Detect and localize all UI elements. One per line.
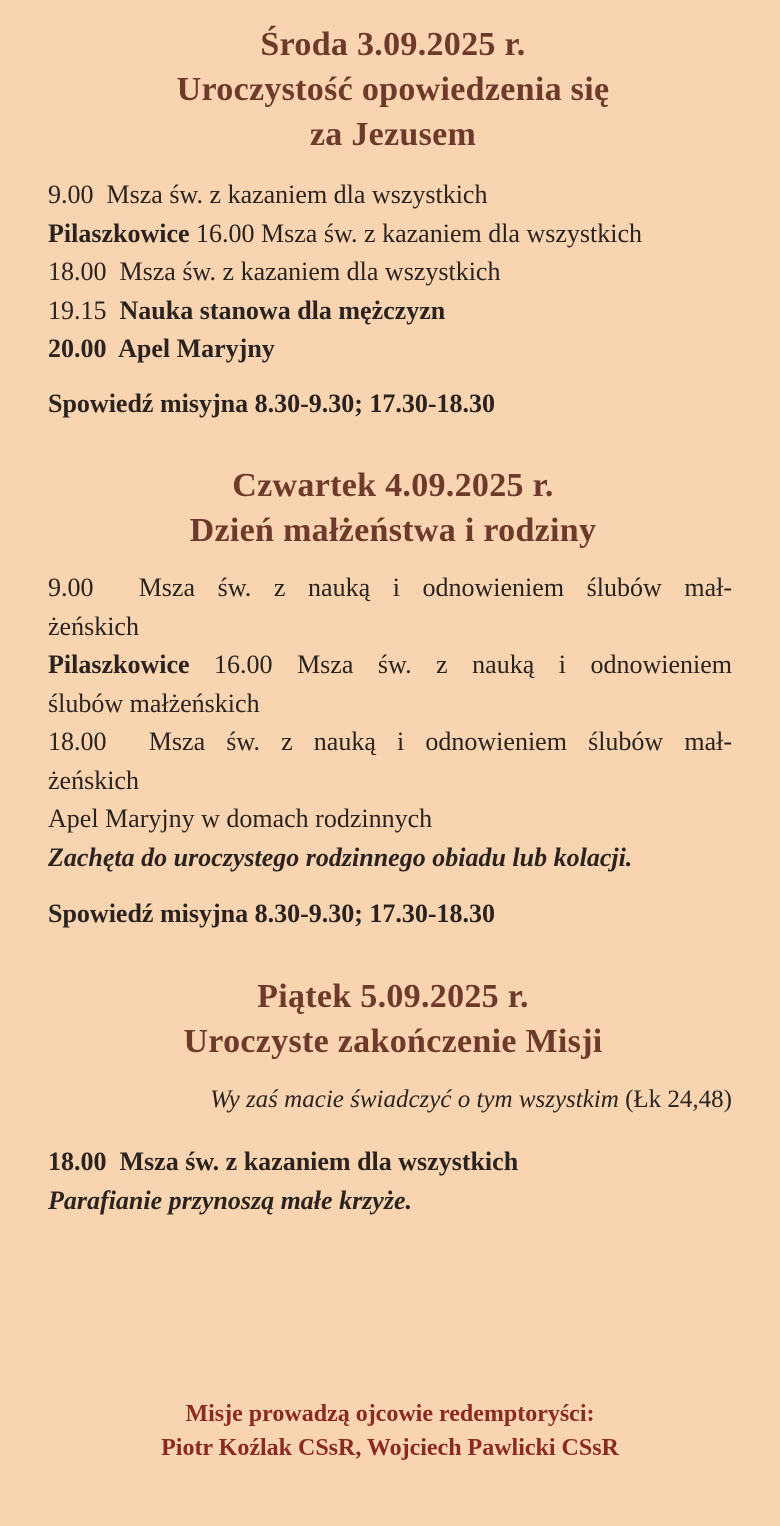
schedule-item bbox=[48, 646, 732, 685]
schedule-text: Msza św. z nauką i odnowieniem bbox=[297, 650, 733, 679]
day-subtitle-cont: za Jezusem bbox=[309, 116, 477, 153]
day-section-thursday bbox=[48, 463, 738, 553]
schedule-thursday bbox=[48, 569, 732, 934]
scripture-quote bbox=[48, 1082, 734, 1118]
schedule-item bbox=[48, 176, 738, 215]
day-title: Czwartek 4.09.2025 r. bbox=[232, 467, 554, 504]
schedule-text: Msza św. z kazaniem dla wszystkich bbox=[119, 1147, 519, 1176]
schedule-apel: Apel Maryjny w domach rodzinnych bbox=[48, 804, 433, 833]
day-subtitle: Uroczystość opowiedzenia się bbox=[176, 71, 610, 108]
schedule-note: Parafianie przynoszą małe krzyże. bbox=[48, 1185, 412, 1215]
quote-reference: (Łk 24,48) bbox=[625, 1086, 732, 1113]
schedule-time: 9.00 bbox=[48, 180, 94, 209]
schedule-text: Msza św. z kazaniem dla wszystkich bbox=[261, 218, 643, 248]
schedule-text: Apel Maryjny bbox=[118, 334, 275, 363]
schedule-text: Msza św. z nauką i odnowieniem ślubów mał- bbox=[148, 727, 732, 756]
schedule-time: 18.00 bbox=[48, 257, 107, 286]
schedule-item-cont: ślubów małżeńskich bbox=[48, 688, 260, 718]
day-section-friday bbox=[48, 974, 738, 1064]
schedule-item bbox=[48, 1143, 738, 1182]
schedule-time: 9.00 bbox=[48, 573, 94, 602]
schedule-place: Pilaszkowice bbox=[48, 218, 190, 248]
day-section-wednesday bbox=[48, 22, 738, 157]
schedule-time: 18.00 bbox=[48, 727, 107, 756]
footer-line-1: Misje prowadzą ojcowie redemptoryści: bbox=[185, 1401, 595, 1427]
schedule-item bbox=[48, 292, 738, 331]
schedule-item bbox=[48, 215, 738, 254]
schedule-text: Nauka stanowa dla mężczyzn bbox=[119, 295, 446, 325]
schedule-time: 20.00 bbox=[48, 334, 107, 363]
day-subtitle: Uroczyste zakończenie Misji bbox=[183, 1023, 603, 1060]
schedule-time: 16.00 bbox=[214, 650, 273, 679]
schedule-text: Msza św. z kazaniem dla wszystkich bbox=[119, 257, 501, 286]
day-subtitle: Dzień małżeństwa i rodziny bbox=[189, 512, 597, 549]
schedule-time: 19.15 bbox=[48, 295, 107, 325]
confession-hours: Spowiedź misyjna 8.30-9.30; 17.30-18.30 bbox=[48, 899, 496, 928]
schedule-item-cont: żeńskich bbox=[48, 765, 139, 795]
day-title: Środa 3.09.2025 r. bbox=[260, 26, 526, 63]
schedule-time: 18.00 bbox=[48, 1147, 107, 1176]
schedule-friday bbox=[48, 1143, 738, 1220]
schedule-wednesday bbox=[48, 176, 738, 423]
quote-text: Wy zaś macie świadczyć o tym wszystkim bbox=[210, 1086, 619, 1113]
schedule-item-cont: żeńskich bbox=[48, 611, 139, 641]
schedule-note: Zachęta do uroczystego rodzinnego obiadu lub kolacji. bbox=[48, 842, 633, 872]
schedule-text: Msza św. z kazaniem dla wszystkich bbox=[106, 180, 488, 209]
schedule-item bbox=[48, 723, 732, 762]
schedule-item bbox=[48, 253, 738, 292]
day-title: Piątek 5.09.2025 r. bbox=[257, 978, 529, 1015]
schedule-place: Pilaszkowice bbox=[48, 650, 190, 679]
footer-line-2: Piotr Koźlak CSsR, Wojciech Pawlicki CSsR bbox=[161, 1435, 619, 1461]
schedule-time: 16.00 bbox=[196, 218, 255, 248]
confession-hours: Spowiedź misyjna 8.30-9.30; 17.30-18.30 bbox=[48, 388, 496, 418]
schedule-item bbox=[48, 330, 738, 369]
schedule-text: Msza św. z nauką i odnowieniem ślubów mał- bbox=[138, 573, 732, 602]
schedule-item bbox=[48, 569, 732, 608]
